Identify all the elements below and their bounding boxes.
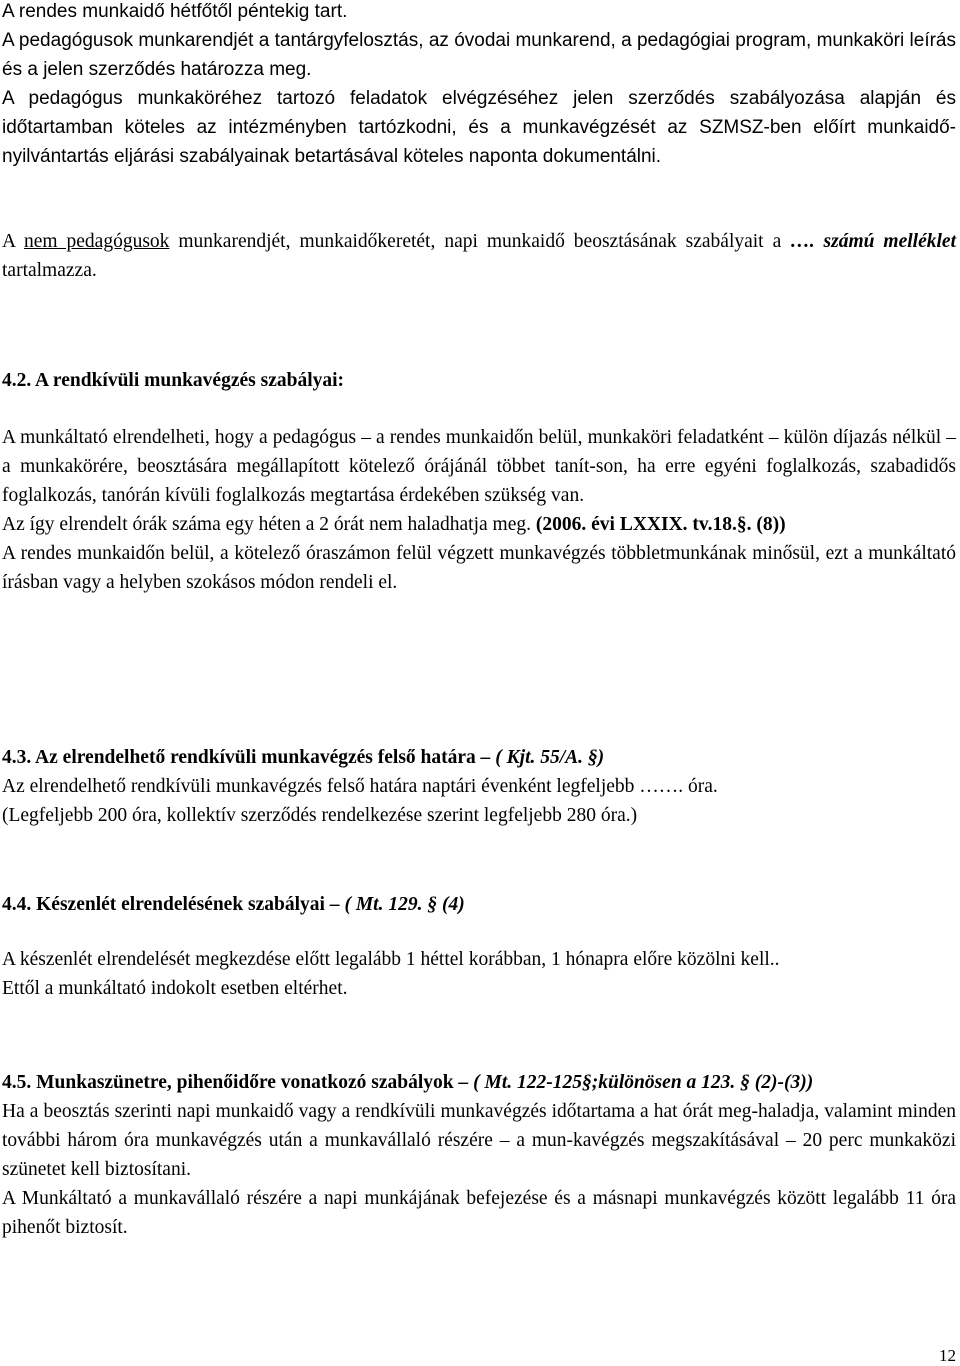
section-4-5-p2: A Munkáltató a munkavállaló részére a napi munkájának befejezése és a másnapi munkavégzés között legalább 11 óra pihenőt biztosít. — [2, 1188, 956, 1238]
section-4-5 — [2, 1068, 956, 1242]
nonped-post: tartalmazza. — [2, 260, 97, 281]
section-4-2-p2-text: Az így elrendelt órák száma egy héten a 2 órát nem haladhatja meg. — [2, 514, 536, 535]
section-4-2-law-ref: (2006. évi LXXIX. tv.18.§. (8)) — [535, 514, 786, 535]
section-4-4-p1: A készenlét elrendelését megkezdése előtt legalább 1 héttel korábban, 1 hónapra előre közölni kell.. — [2, 949, 780, 970]
nonped-text — [2, 227, 956, 285]
page-number: 12 — [939, 1346, 956, 1365]
nonped-mid: munkarendjét, munkaidőkeretét, napi munkaidő beosztásának szabályait a — [169, 231, 791, 252]
non-pedagogue-paragraph — [2, 227, 956, 285]
intro-line-1: A rendes munkaidő hétfőtől péntekig tart. — [2, 1, 348, 22]
section-4-2-heading: 4.2. A rendkívüli munkavégzés szabályai: — [2, 370, 345, 391]
section-4-3-heading: 4.3. Az elrendelhető rendkívüli munkavégzés felső határa — [2, 747, 476, 768]
section-4-2-p1: A munkáltató elrendelheti, hogy a pedagógus – a rendes munkaidőn belül, munkaköri feladatként – külön díjazás nélkül – a munkakörére, beosztására megállapított kötelező órájánál többet tanít-son, ha erre egyéni foglalkozás, szabadidős foglalkozás, tanórán kívüli foglalkozás megtartása érdekében szükség van. — [2, 427, 956, 506]
nonped-underlined: nem pedagógusok — [23, 231, 170, 252]
section-4-5-heading-line — [2, 1068, 956, 1097]
section-4-2-p3: A rendes munkaidőn belül, a kötelező óraszámon felül végzett munkavégzés többletmunkának minősül, ezt a munkáltató írásban vagy a helyben szokásos módon rendeli el. — [2, 543, 956, 593]
section-4-3-p2: (Legfeljebb 200 óra, kollektív szerződés rendelkezése szerint legfeljebb 280 óra.) — [2, 805, 638, 826]
section-4-5-law-ref: – ( Mt. 122-125§;különösen a 123. § (2)-(3)) — [453, 1072, 814, 1093]
intro-line-3: A pedagógus munkaköréhez tartozó feladatok elvégzéséhez jelen szerződés szabályozása alapján és időtartamban köteles az intézményben tartózkodni, és a munkavégzését az SZMSZ-ben előírt munkaidő-nyilvántartás eljárási szabályainak betartásával köteles naponta dokumentálni. — [2, 88, 956, 167]
nonped-pre: A — [2, 231, 24, 252]
section-4-3-law-ref: – ( Kjt. 55/A. §) — [475, 747, 605, 768]
section-4-5-p1: Ha a beosztás szerinti napi munkaidő vagy a rendkívüli munkavégzés időtartama a hat órát meg-haladja, valamint minden további három óra munkavégzés után a munkavállaló részére – a mun-kavégzés megszakításával – 20 perc munkaközi szünetet kell biztosítani. — [2, 1101, 956, 1180]
section-4-5-heading: 4.5. Munkaszünetre, pihenőidőre vonatkozó szabályok — [2, 1072, 454, 1093]
section-4-3-p1: Az elrendelhető rendkívüli munkavégzés felső határa naptári évenként legfeljebb ……. óra. — [2, 776, 718, 797]
intro-line-2: A pedagógusok munkarendjét a tantárgyfelosztás, az óvodai munkarend, a pedagógiai program, munkaköri leírás és a jelen szerződés határozza meg. — [2, 30, 956, 80]
section-4-3 — [2, 743, 956, 830]
section-4-3-heading-line — [2, 743, 956, 772]
nonped-annex-ref: …. számú melléklet — [790, 231, 956, 252]
section-4-4-heading-line — [2, 890, 956, 919]
section-4-4-law-ref: – ( Mt. 129. § (4) — [324, 894, 465, 915]
intro-section — [2, 0, 956, 171]
section-4-4-heading: 4.4. Készenlét elrendelésének szabályai — [2, 894, 325, 915]
section-4-2 — [2, 366, 956, 597]
section-4-2-p2 — [2, 510, 956, 539]
section-4-4-p2: Ettől a munkáltató indokolt esetben eltérhet. — [2, 978, 348, 999]
section-4-4 — [2, 890, 956, 1003]
